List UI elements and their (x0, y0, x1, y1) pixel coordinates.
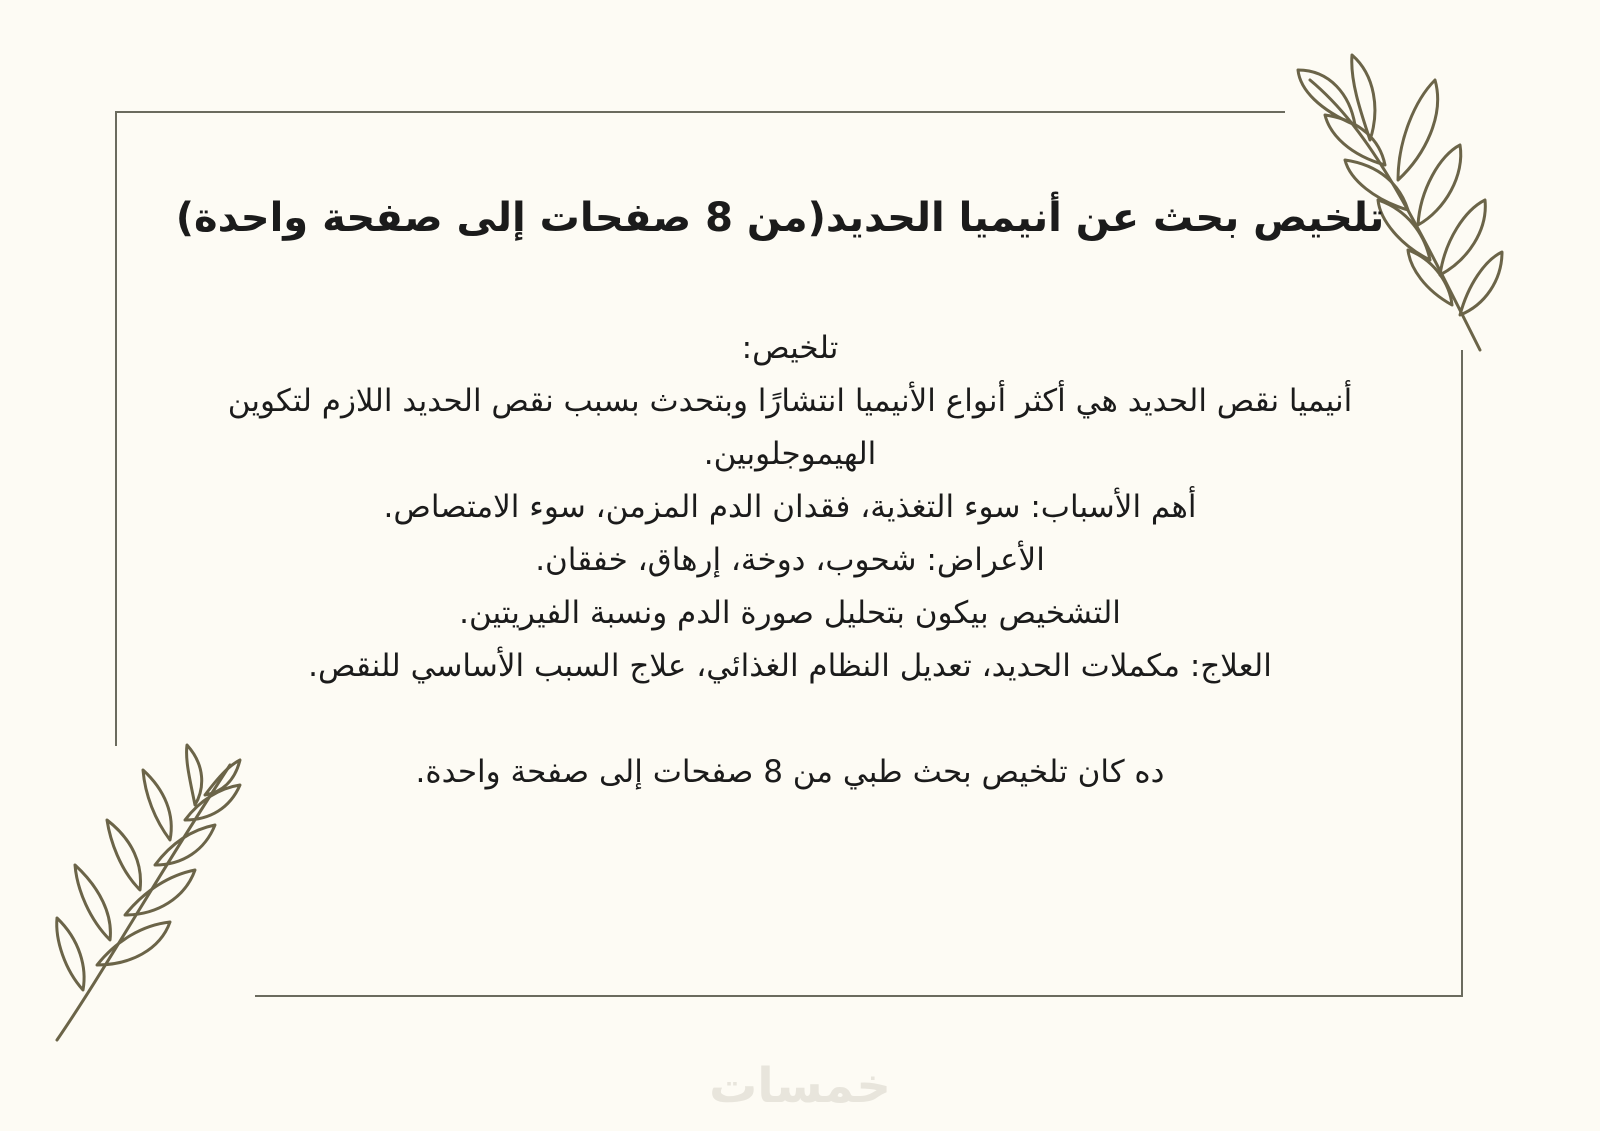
frame-bottom-line (255, 995, 1463, 997)
frame-top-line (115, 111, 1285, 113)
symptoms-line: الأعراض: شحوب، دوخة، إرهاق، خفقان. (535, 542, 1045, 578)
closing-line: ده كان تلخيص بحث طبي من 8 صفحات إلى صفحة واحدة. (415, 754, 1165, 790)
summary-heading: تلخيص: (741, 330, 839, 366)
paragraph-spacer (110, 693, 1470, 746)
treatment-line: العلاج: مكملات الحديد، تعديل النظام الغذائي، علاج السبب الأساسي للنقص. (308, 648, 1272, 684)
watermark-logo: خمسات (709, 1058, 891, 1114)
diagnosis-line: التشخيص بيكون بتحليل صورة الدم ونسبة الفيريتين. (459, 595, 1121, 631)
document-body (110, 322, 1470, 799)
definition-line-2: الهيموجلوبين. (703, 436, 877, 472)
page-title: تلخيص بحث عن أنيميا الحديد(من 8 صفحات إلى صفحة واحدة) (175, 195, 1385, 241)
causes-line: أهم الأسباب: سوء التغذية، فقدان الدم المزمن، سوء الامتصاص. (383, 489, 1197, 525)
definition-line-1: أنيميا نقص الحديد هي أكثر أنواع الأنيميا انتشارًا وبتحدث بسبب نقص الحديد اللازم لتكوين (227, 383, 1353, 419)
